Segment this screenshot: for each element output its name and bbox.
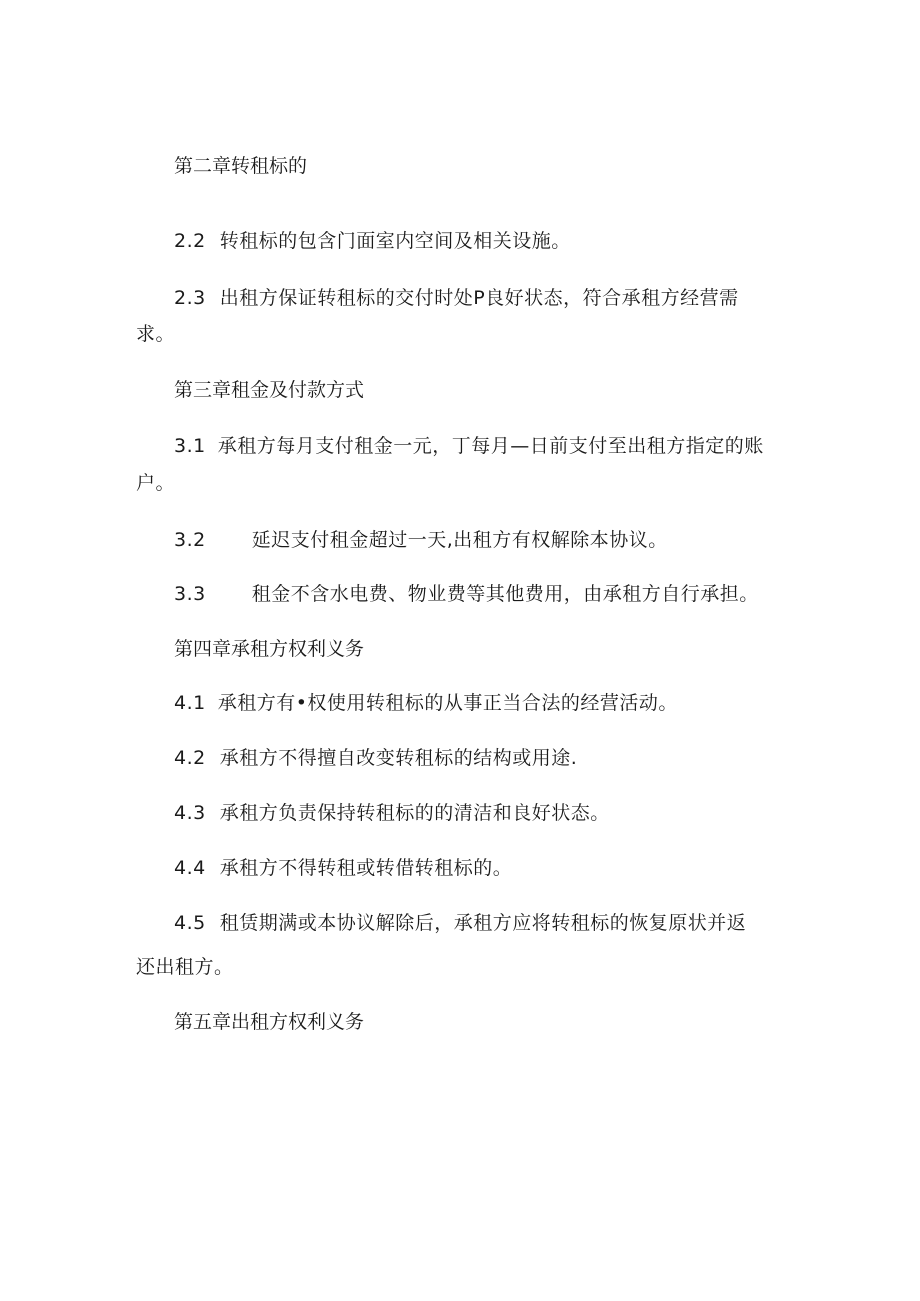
clause-number: 4.5 (174, 912, 206, 934)
clause-continuation: 户。 (136, 472, 176, 494)
clause-text: 延迟支付租金超过一天,出租方有权解除本协议。 (251, 529, 668, 551)
chapter-heading: 第四章承租方权利义务 (174, 638, 365, 660)
clause-number: 2.2 (174, 230, 206, 252)
clause-number: 4.4 (174, 857, 206, 879)
chapter-heading: 第二章转租标的 (174, 155, 308, 177)
clause-continuation: 求。 (136, 323, 176, 345)
clause-text: 承租方每月支付租金一元，丁每月—日前支付至出租方指定的账 (217, 435, 764, 457)
clause-text: 出租方保证转租标的交付时处P良好状态，符合承租方经营需 (219, 287, 739, 309)
clause-number: 3.1 (174, 435, 206, 457)
clause-3-1 (174, 434, 764, 458)
clause-4-5 (174, 911, 746, 935)
clause-number: 4.1 (174, 692, 206, 714)
clause-4-1 (174, 691, 678, 715)
clause-number: 3.3 (174, 583, 206, 605)
clause-2-3 (174, 286, 739, 310)
clause-number: 4.2 (174, 747, 206, 769)
clause-3-2 (174, 528, 668, 552)
clause-number: 4.3 (174, 802, 206, 824)
chapter-heading: 第三章租金及付款方式 (174, 379, 365, 401)
clause-text: 转租标的包含门面室内空间及相关设施。 (219, 230, 571, 252)
clause-3-3 (174, 582, 759, 606)
clause-text: 租金不含水电费、物业费等其他费用，由承租方自行承担。 (251, 583, 759, 605)
clause-number: 2.3 (174, 287, 206, 309)
clause-4-3 (174, 801, 610, 825)
clause-continuation: 还出租方。 (136, 956, 234, 978)
clause-number: 3.2 (174, 529, 206, 551)
chapter-heading: 第五章出租方权利义务 (174, 1011, 365, 1033)
clause-text: 承租方负责保持转租标的的清洁和良好状态。 (219, 802, 610, 824)
clause-text: 承租方不得转租或转借转租标的。 (219, 857, 513, 879)
clause-text: 承租方不得擅自改变转租标的结构或用途. (219, 747, 578, 769)
clause-4-4 (174, 856, 512, 880)
clause-text: 租赁期满或本协议解除后，承租方应将转租标的恢复原状并返 (219, 912, 747, 934)
clause-text: 承租方有•权使用转租标的从事正当合法的经营活动。 (217, 692, 678, 714)
clause-4-2 (174, 746, 577, 770)
clause-2-2 (174, 229, 571, 253)
